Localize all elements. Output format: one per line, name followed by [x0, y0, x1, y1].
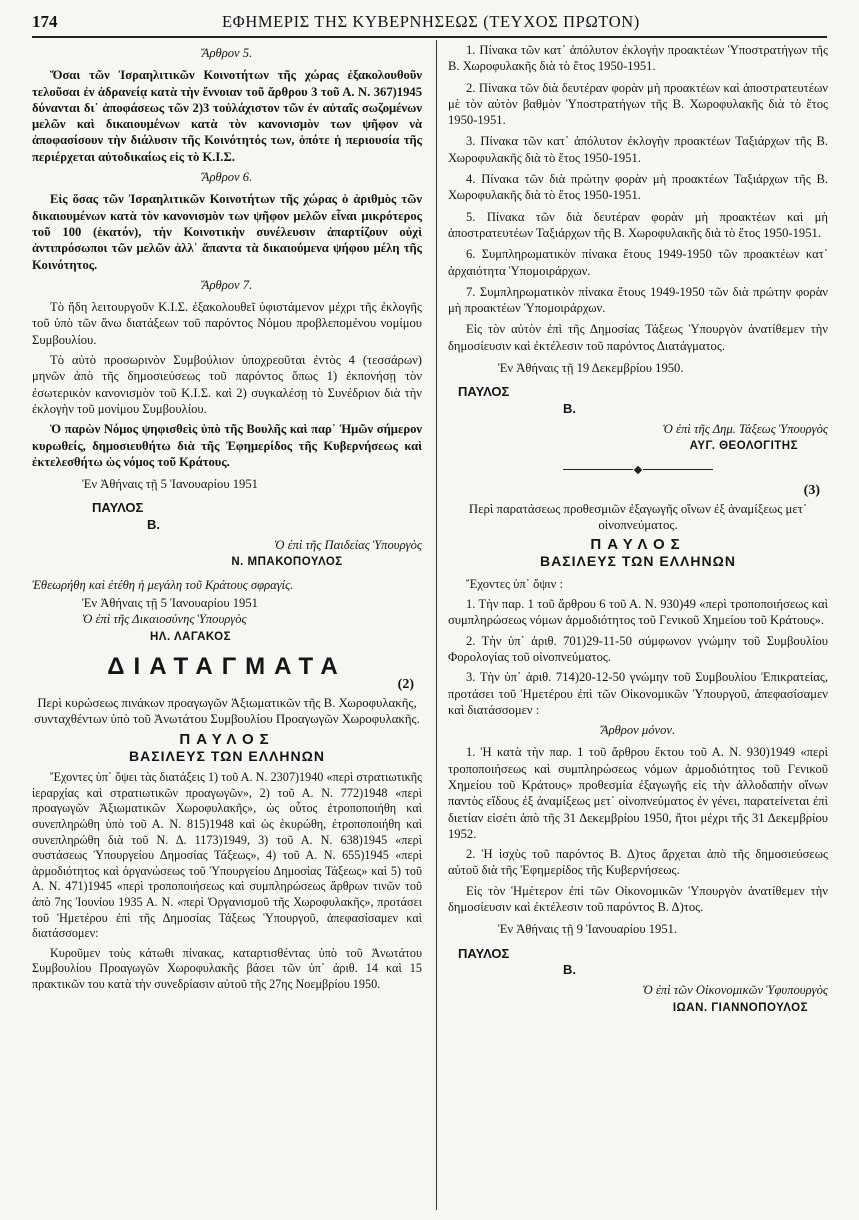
- signing-date-1: Ἐν Ἀθήναις τῇ 5 Ἰανουαρίου 1951: [82, 477, 258, 492]
- minister-1-role: Ὁ ἐπὶ τῆς Παιδείας Ὑπουργὸς: [274, 538, 422, 553]
- king-signature: ΠΑΥΛΟΣ: [92, 500, 144, 516]
- minister-1-name: Ν. ΜΠΑΚΟΠΟΥΛΟΣ: [231, 556, 343, 569]
- seal-note: Ἐθεωρήθη καὶ ἐτέθη ἡ μεγάλη τοῦ Κράτους σφραγίς.: [32, 577, 294, 592]
- article-6-title: Ἄρθρον 6.: [201, 170, 253, 185]
- section-divider: [448, 467, 828, 473]
- minister-2-name: ΗΛ. ΛΑΓΑΚΟΣ: [150, 630, 232, 643]
- king-signature-3: ΠΑΥΛΟΣ: [458, 945, 510, 961]
- gazette-title: ΕΦΗΜΕΡΙΣ ΤΗΣ ΚΥΒΕΡΝΗΣΕΩΣ (ΤΕΥΧΟΣ ΠΡΩΤΟΝ): [222, 12, 640, 31]
- decree-2-number-row: [32, 677, 422, 695]
- decree-3-item: 1. Τὴν παρ. 1 τοῦ ἄρθρου 6 τοῦ Α. Ν. 930)49 «περὶ τροποποιήσεως καὶ συμπληρώσεως νόμων ἁρμοδιότητος τοῦ Γενικοῦ Χημείου τοῦ Κράτους».: [448, 597, 828, 628]
- decree-3-closing: Εἰς τὸν Ἡμέτερον ἐπὶ τῶν Οἰκονομικῶν Ὑπουργὸν ἀνατίθεμεν τὴν δημοσίευσιν καὶ ἐκτέλεσιν τοῦ παρόντος Β. Δ)τος.: [448, 883, 828, 915]
- king-initial: Β.: [147, 516, 160, 532]
- article-only-title: Ἄρθρον μόνον.: [600, 723, 676, 738]
- list-item: 6. Συμπληρωματικὸν πίνακα ἔτους 1949-1950 τῶν προακτέων κατ᾽ ἀρχαιότητα Ὑπομοιράρχων.: [448, 247, 828, 278]
- article-5-text: Ὅσαι τῶν Ἰσραηλιτικῶν Κοινοτήτων τῆς χώρας ἐξακολουθοῦν τελοῦσαι ἐν ἀδρανείᾳ κατὰ τὴν ἔννοιαν τοῦ ἄρθρου 3 τοῦ Α. Ν. 367)1945 δύνανται δι᾽ ἀποφάσεως τῶν 2)3 τοὐλάχιστον τῶν ἐν αὐταῖς σωζομένων μελῶν καὶ δικαιουμένων κατὰ τὸν κανονισμὸν των ψῆφον νὰ ἀποφασίσουν τὴν διάλυσιν τῆς Κοινότητός των, ὁπότε ἡ περιουσία τῆς περιέρχεται αὐτοδικαίως εἰς τὸ Κ.Ι.Σ.: [32, 68, 422, 164]
- signing-date-2: Ἐν Ἀθήναις τῇ 5 Ἰανουαρίου 1951: [82, 595, 258, 610]
- minister-3-role: Ὁ ἐπὶ τῆς Δημ. Τάξεως Ὑπουργὸς: [662, 421, 828, 436]
- list-item: 4. Πίνακα τῶν διὰ πρώτην φορὰν μὴ προακτέων Ταξιάρχων τῆς Β. Χωροφυλακῆς διὰ τὸ ἔτος 1950-1951.: [448, 172, 828, 203]
- divider-line-right: [643, 469, 713, 470]
- minister-2-role: Ὁ ἐπὶ τῆς Δικαιοσύνης Ὑπουργὸς: [82, 612, 247, 627]
- decree-3-item: 3. Τὴν ὑπ᾽ ἀριθ. 714)20-12-50 γνώμην τοῦ Συμβουλίου Ἐπικρατείας, προτάσει τοῦ Ἡμετέρου ἐπὶ τῶν Οἰκονομικῶν Ὑπουργοῦ, ἀπεφασίσαμεν καὶ διατάσσομεν :: [448, 670, 828, 717]
- minister-2-name-wrap: [150, 628, 422, 645]
- decree-2-subject: Περὶ κυρώσεως πινάκων προαγωγῶν Ἀξιωματικῶν τῆς Β. Χωροφυλακῆς, συνταχθέντων ὑπὸ τοῦ Ἀνωτάτου Συμβουλίου Προαγωγῶν Χωροφυλακῆς.: [34, 696, 420, 727]
- divider-line-left: [563, 469, 633, 470]
- divider-diamond: [634, 465, 642, 473]
- minister-4-name-wrap: [448, 999, 828, 1016]
- decree-2-king-title: ΒΑΣΙΛΕΥΣ ΤΩΝ ΕΛΛΗΝΩΝ: [129, 747, 325, 764]
- tables-list: [448, 42, 828, 316]
- page-header: [32, 10, 827, 38]
- decree-3-king-title: ΒΑΣΙΛΕΥΣ ΤΩΝ ΕΛΛΗΝΩΝ: [540, 553, 736, 570]
- minister-1-name-wrap: [152, 553, 422, 570]
- signing-date-3: Ἐν Ἀθήναις τῇ 19 Δεκεμβρίου 1950.: [498, 361, 684, 376]
- list-item: 7. Συμπληρωματικὸν πίνακα ἔτους 1949-1950 τῶν διὰ πρώτην φορὰν μὴ προακτέων Ὑπομοιράρχων.: [448, 284, 828, 316]
- king-signature-2: ΠΑΥΛΟΣ: [458, 384, 510, 400]
- page-number: 174: [32, 12, 58, 31]
- decree-3-number-row: [448, 483, 828, 501]
- list-item: 1. Πίνακα τῶν κατ᾽ ἀπόλυτον ἐκλογὴν προακτέων Ὑποστρατήγων τῆς Β. Χωροφυλακῆς διὰ τὸ ἔτος 1950-1951.: [448, 43, 828, 74]
- decree-2-closing: Εἰς τὸν αὐτὸν ἐπὶ τῆς Δημοσίας Τάξεως Ὑπουργὸν ἀνατίθεμεν τὴν δημοσίευσιν καὶ ἐκτέλεσιν τοῦ παρόντος Διατάγματος.: [448, 322, 828, 353]
- article-7-paragraph-2: Τὸ αὐτὸ προσωρινὸν Συμβούλιον ὑποχρεοῦται ἐντὸς 4 (τεσσάρων) μηνῶν ἀπὸ τῆς δημοσιεύσεως τοῦ παρόντος ὅπως 1) ἐκπονήσῃ τὸν ἐσωτερικὸν κανονισμὸν τοῦ Κ.Ι.Σ. καὶ 2) συγκαλέσῃ τὸ Συνέδριον διὰ τὴν ἐκλογὴν τοῦ μονίμου Συμβουλίου.: [32, 353, 422, 416]
- decree-2-king: ΠΑΥΛΟΣ: [179, 730, 275, 748]
- article-7-paragraph-3: Ὁ παρὼν Νόμος ψηφισθεὶς ὑπὸ τῆς Βουλῆς καὶ παρ᾽ Ἡμῶν σήμερον κυρωθείς, δημοσιευθήτω διὰ τῆς Ἐφημερίδος τῆς Κυβερνήσεως καὶ ἐκτελεσθήτω ὡς νόμος τοῦ Κράτους.: [32, 422, 422, 469]
- section-title-decrees: ΔΙΑΤΑΓΜΑΤΑ: [107, 652, 347, 680]
- article-5-title: Ἄρθρον 5.: [201, 46, 253, 60]
- decree-3-subject: Περὶ παρατάσεως προθεσμιῶν ἐξαγωγῆς οἴνων ἐξ ἀναμίξεως μετ᾽ οἰνοπνεύματος.: [468, 501, 808, 532]
- left-column: [32, 42, 422, 997]
- decree-3-king: ΠΑΥΛΟΣ: [590, 536, 686, 554]
- decree-2-preamble: Ἔχοντες ὑπ᾽ ὄψει τὰς διατάξεις 1) τοῦ Α. Ν. 2307)1940 «περὶ στρατιωτικῆς ἱεραρχίας καὶ στρατιωτικῶν προαγωγῶν», 2) τοῦ Α. Ν. 772)1948 «περὶ προαγωγῶν Ἀξιωματικῶν Χωροφυλακῆς», ὡς οὗτος ἐτροποποιήθη καὶ συνεπληρώθη ὑπὸ τοῦ Α. Ν. 815)1948 καὶ ὡς ἐκυρώθη, ἐτροποποιήθη καὶ συνεπληρώθη διὰ τοῦ Ν. Δ. 1173)1949, 3) τοῦ Α. Ν. 638)1945 «περὶ συστάσεως Ὑπουργείου Δημοσίας Τάξεως», 4) τοῦ Α. Ν. 655)1945 «περὶ ἁρμοδιότητος καὶ ὀργανώσεως τοῦ Ὑπουργείου Δημοσίας Τάξεως» καὶ 5) τοῦ Α. Ν. 471)1945 «περὶ τροποποιήσεως καὶ συμπληρώσεως ἄρθρων τινῶν τοῦ ἀπὸ 7ης Ἰουνίου 1935 Α. Ν. «περὶ Ὀργανισμοῦ τῆς Χωροφυλακῆς», προτάσει τοῦ Ἡμετέρου ἐπὶ τῆς Δημοσίας Τάξεως Ὑπουργοῦ, ἀπεφασίσαμεν καὶ διατάσσομεν:: [32, 770, 422, 941]
- minister-4-role: Ὁ ἐπὶ τῶν Οἰκονομικῶν Ὑφυπουργὸς: [642, 983, 828, 998]
- minister-3-name-wrap: [448, 437, 828, 454]
- right-column: [448, 42, 828, 1016]
- decree-3-item: 2. Τὴν ὑπ᾽ ἀριθ. 701)29-11-50 σύμφωνον γνώμην τοῦ Συμβουλίου Φορολογίας τοῦ οἰνοπνεύματος.: [448, 633, 828, 664]
- article-7-title: Ἄρθρον 7.: [201, 277, 253, 292]
- decree-3-intro: Ἔχοντες ὑπ᾽ ὄψιν :: [466, 576, 564, 591]
- king-initial-3: Β.: [563, 961, 576, 977]
- decree-2-ratification: Κυροῦμεν τοὺς κάτωθι πίνακας, καταρτισθέντας ὑπὸ τοῦ Ἀνωτάτου Συμβουλίου Προαγωγῶν Χωροφυλακῆς βάσει τῶν ὑπ᾽ ἀριθ. 14 καὶ 15 πρακτικῶν του κατὰ τὴν συνεδρίασιν αὐτοῦ τῆς 27ης Νοεμβρίου 1950.: [32, 945, 422, 991]
- list-item: 2. Πίνακα τῶν διὰ δευτέραν φορὰν μὴ προακτέων καὶ ἀποστρατευτέων μὲ τὸν αὐτὸν βαθμὸν Ὑποστρατήγων τῆς Β. Χωροφυλακῆς διὰ τὸ ἔτος 1950-1951.: [448, 80, 828, 128]
- list-item: 5. Πίνακα τῶν διὰ δευτέραν φορὰν μὴ προακτέων καὶ μὴ ἀποστρατευτέων Ταξιάρχων τῆς Β. Χωροφυλακῆς διὰ τὸ ἔτος 1950-1951.: [448, 209, 828, 240]
- article-item: 2. Ἡ ἰσχὺς τοῦ παρόντος Β. Δ)τος ἄρχεται ἀπὸ τῆς δημοσιεύσεως αὐτοῦ διὰ τῆς Ἐφημερίδος τῆς Κυβερνήσεως.: [448, 847, 828, 878]
- article-item: 1. Ἡ κατὰ τὴν παρ. 1 τοῦ ἄρθρου ἕκτου τοῦ Α. Ν. 930)1949 «περὶ τροποποιήσεως καὶ συμπληρώσεως νόμων ἁρμοδιότητος τοῦ Γενικοῦ Χημείου τοῦ Κράτους» προθεσμία ἐξαγωγῆς εἰς τὴν ἀλλοδαπὴν οἴνων παντὸς εἴδους ἐξ ἀναμίξεως μετ᾽ οἰνοπνεύματος ἐν γένει, παρατείνεται ἐπὶ διετίαν εἰσέτι ἀπὸ τῆς 31 Δεκεμβρίου 1950, ἤτοι μέχρι τῆς 31 Δεκεμβρίου 1952.: [448, 745, 828, 841]
- signing-date-4: Ἐν Ἀθήναις τῇ 9 Ἰανουαρίου 1951.: [498, 922, 678, 937]
- article-7-paragraph-1: Τὸ ἤδη λειτουργοῦν Κ.Ι.Σ. ἐξακολουθεῖ ὑφιστάμενον μέχρι τῆς ἐκλογῆς τοῦ ὑπὸ τῶν ἄνω διατάξεων τοῦ παρόντος Νόμου προβλεπομένου νομίμου Συμβουλίου.: [32, 300, 422, 347]
- minister-4-name: ΙΩΑΝ. ΓΙΑΝΝΟΠΟΥΛΟΣ: [672, 1001, 808, 1014]
- list-item: 3. Πίνακα τῶν κατ᾽ ἀπόλυτον ἐκλογὴν προακτέων Ταξιάρχων τῆς Β. Χωροφυλακῆς διὰ τὸ ἔτος 1950-1951.: [448, 134, 828, 165]
- decree-3-number: (3): [803, 482, 820, 498]
- column-divider: [436, 40, 437, 1210]
- decree-2-number: (2): [397, 677, 414, 693]
- article-6-text: Εἰς ὅσας τῶν Ἰσραηλιτικῶν Κοινοτήτων τῆς χώρας ὁ ἀριθμὸς τῶν δικαιουμένων κατὰ τὸν κανονισμὸν των ψῆφον μελῶν εἶναι μικρότερος τοῦ 100 (ἑκατόν), τὴν Κοινοτικὴν συνέλευσιν ἀπαρτίζουν οὐχὶ ἀντιπρόσωποι τῶν μελῶν ἀλλ᾽ ἅπαντα τὰ δικαιούμενα ψήφου μέλη τῆς Κοινότητος.: [32, 192, 422, 272]
- king-initial-2: Β.: [563, 400, 576, 416]
- minister-3-name: ΑΥΓ. ΘΕΟΛΟΓΙΤΗΣ: [689, 440, 798, 453]
